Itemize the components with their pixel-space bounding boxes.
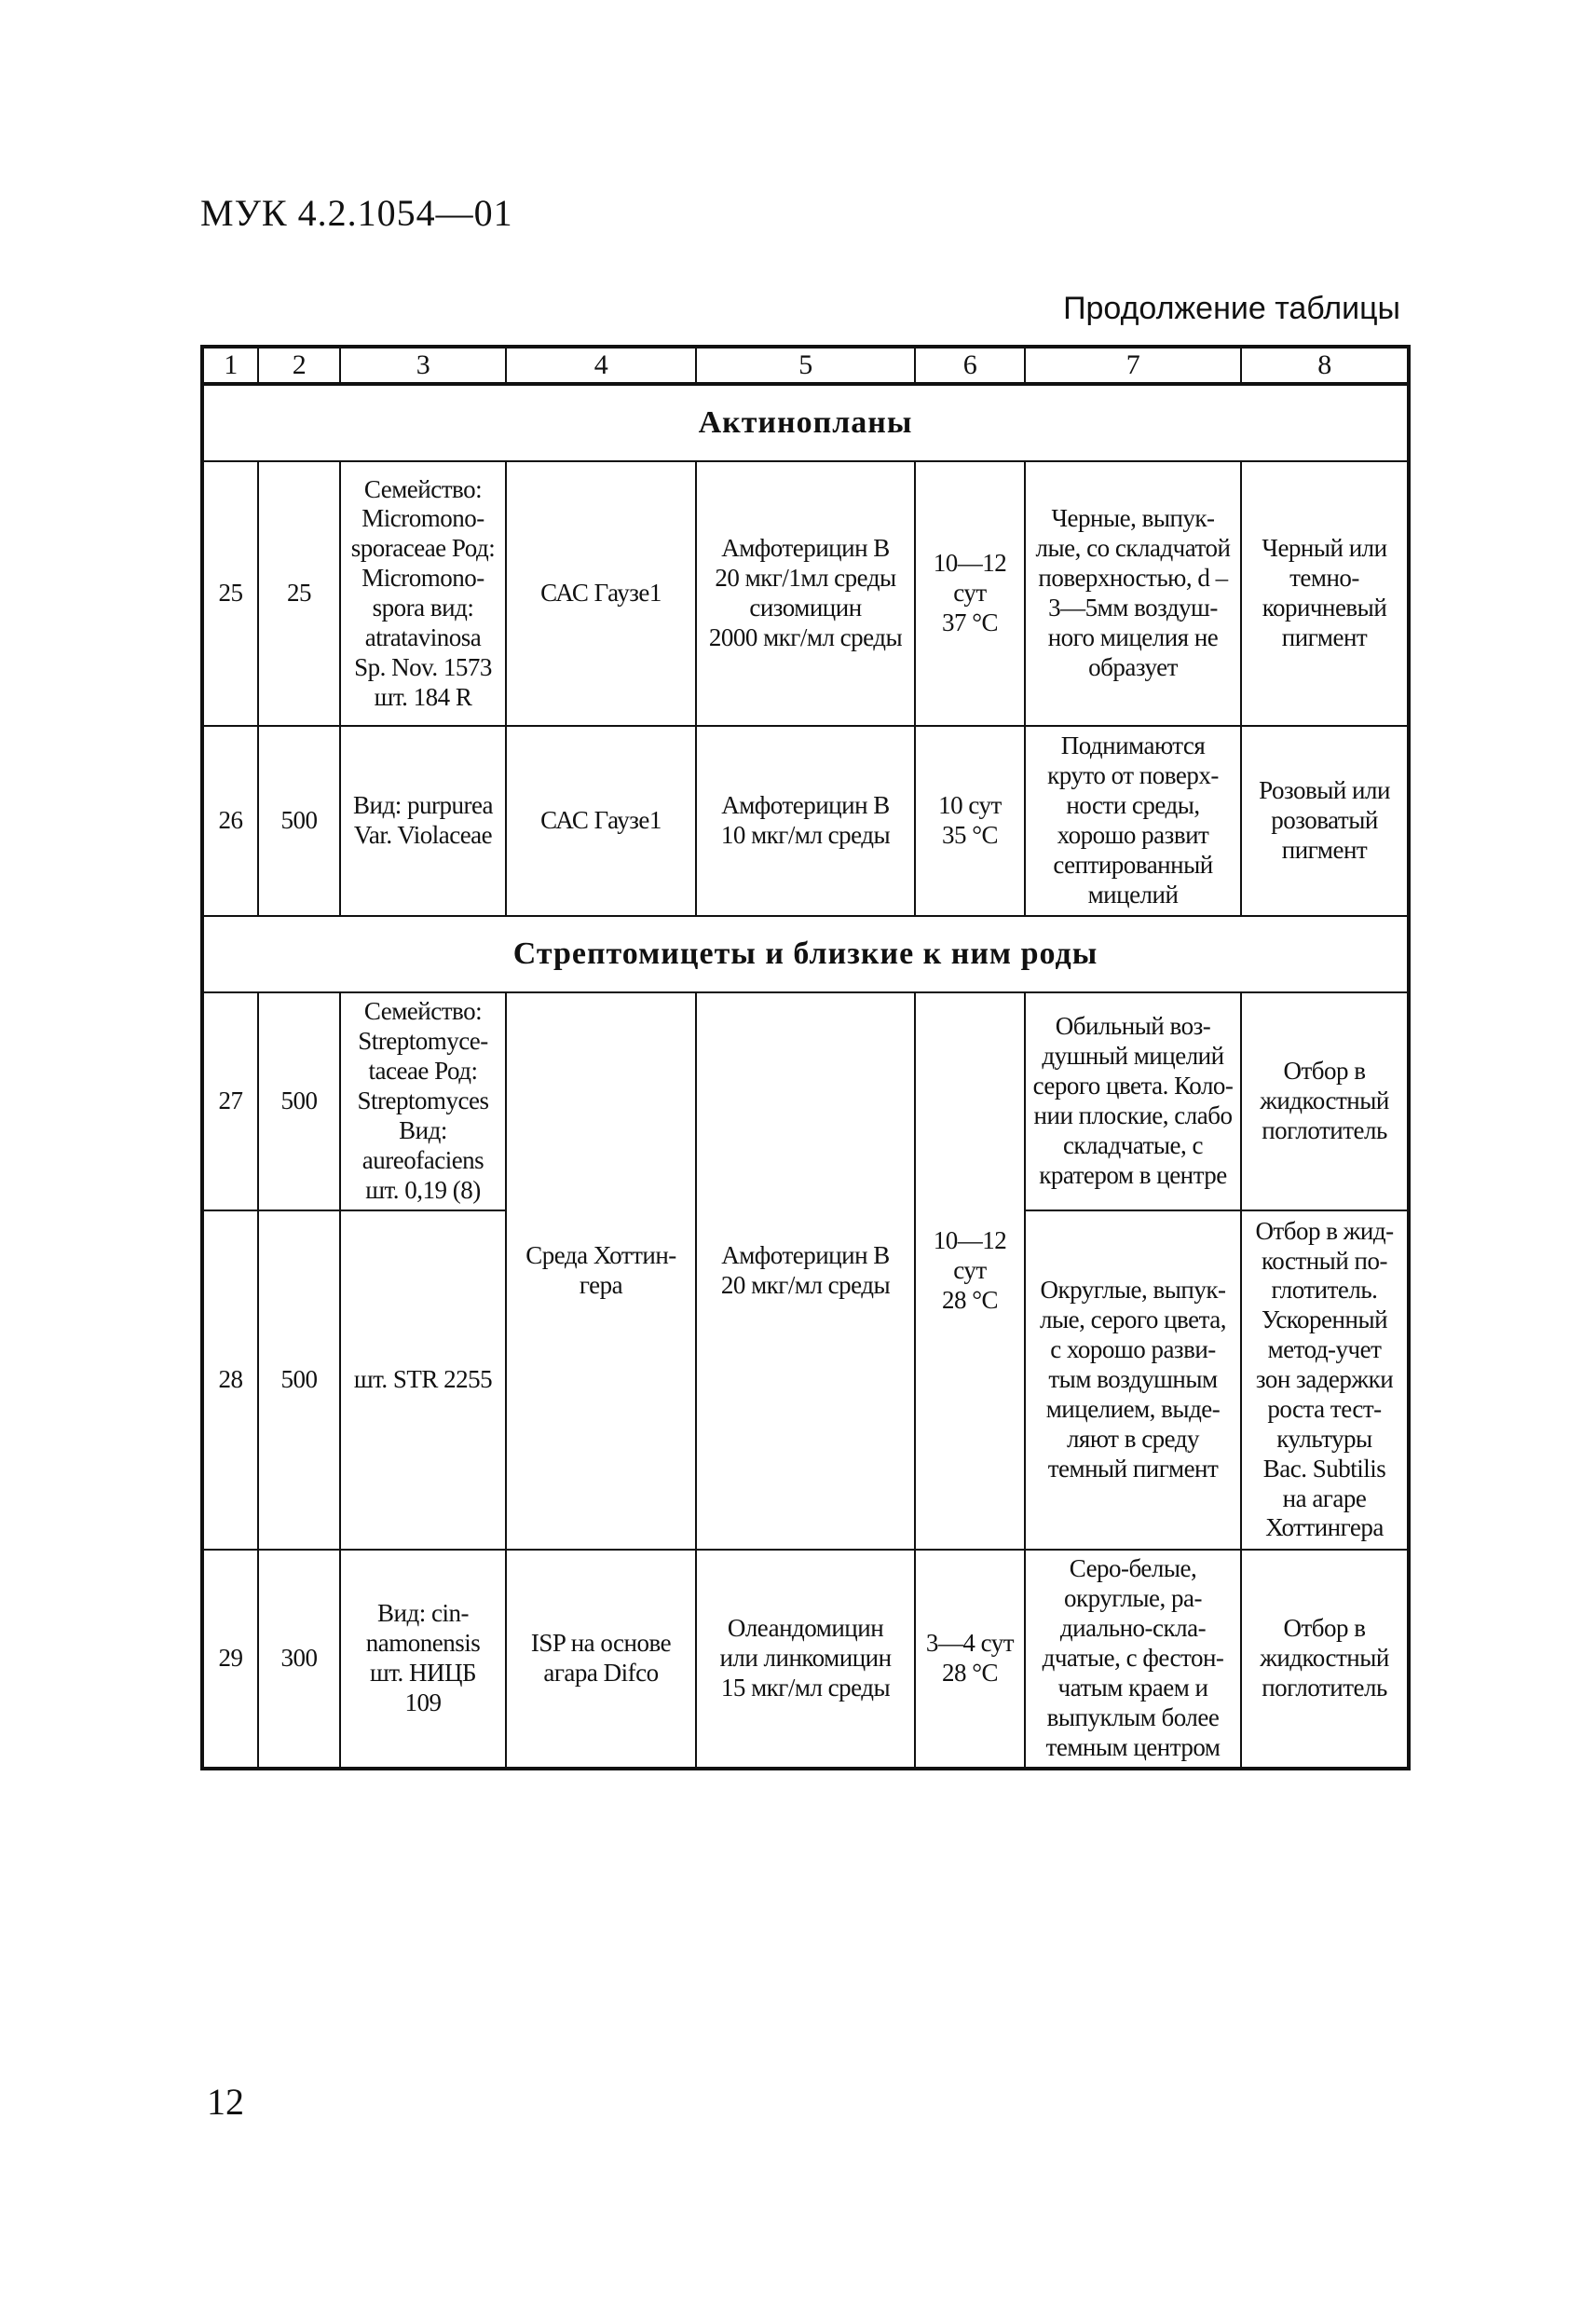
cell-organism: шт. STR 2255: [340, 1210, 506, 1550]
cell-organism: Вид: purpurea Var. Violaceae: [340, 726, 506, 916]
column-number: 7: [1025, 347, 1241, 384]
column-number: 3: [340, 347, 506, 384]
table-continuation-label: Продолжение таблицы: [1063, 291, 1400, 326]
cell-antibiotic: Амфотерицин В 10 мкг/мл среды: [696, 726, 915, 916]
row-number: 28: [202, 1210, 258, 1550]
cell-value: 300: [258, 1550, 340, 1769]
cell-incubation: 3—4 сут 28 °С: [915, 1550, 1025, 1769]
cell-medium: САС Гаузе1: [506, 461, 696, 726]
cell-note: Черный или темно- коричневый пигмент: [1241, 461, 1409, 726]
cell-value: 500: [258, 992, 340, 1210]
row-number: 25: [202, 461, 258, 726]
document-code: МУК 4.2.1054—01: [200, 192, 513, 234]
cell-note: Розовый или розоватый пигмент: [1241, 726, 1409, 916]
cell-description: Черные, выпук- лые, со складчатой поверхностью, d – 3—5мм воздуш- ного мицелия не образует: [1025, 461, 1241, 726]
row-number: 27: [202, 992, 258, 1210]
cell-antibiotic: Олеандомицин или линкомицин 15 мкг/мл среды: [696, 1550, 915, 1769]
column-number: 8: [1241, 347, 1409, 384]
cell-value: 500: [258, 1210, 340, 1550]
cell-description: Округлые, выпук- лые, серого цвета, с хорошо разви- тым воздушным мицелием, выде- ляют в среду темный пигмент: [1025, 1210, 1241, 1550]
cell-incubation: 10—12 сут 28 °С: [915, 992, 1025, 1550]
cell-antibiotic: Амфотерицин В 20 мкг/мл среды: [696, 992, 915, 1550]
section-row: [202, 916, 1409, 992]
cell-medium: САС Гаузе1: [506, 726, 696, 916]
cell-incubation: 10 сут 35 °С: [915, 726, 1025, 916]
row-number: 26: [202, 726, 258, 916]
section-title: Стрептомицеты и близкие к ним роды: [202, 916, 1409, 992]
data-table: [200, 345, 1411, 1770]
cell-description: Поднимаются круто от поверх- ности среды, хорошо развит септированный мицелий: [1025, 726, 1241, 916]
cell-antibiotic: Амфотерицин В 20 мкг/1мл среды сизомицин 2000 мкг/мл среды: [696, 461, 915, 726]
column-number: 5: [696, 347, 915, 384]
column-number: 2: [258, 347, 340, 384]
table-row: [202, 461, 1409, 726]
cell-organism: Вид: cin- namonensis шт. НИЦБ 109: [340, 1550, 506, 1769]
cell-value: 25: [258, 461, 340, 726]
page-number: 12: [207, 2081, 244, 2123]
section-row: [202, 384, 1409, 461]
cell-description: Серо-белые, округлые, ра- диально-скла- дчатые, с фестон- чатым краем и выпуклым более темным центром: [1025, 1550, 1241, 1769]
row-number: 29: [202, 1550, 258, 1769]
table-row: [202, 1550, 1409, 1769]
cell-medium: Среда Хоттин- гера: [506, 992, 696, 1550]
column-number-row: [202, 347, 1409, 384]
column-number: 6: [915, 347, 1025, 384]
cell-value: 500: [258, 726, 340, 916]
cell-note: Отбор в жидкостный поглотитель: [1241, 992, 1409, 1210]
table-row: [202, 992, 1409, 1210]
cell-incubation: 10—12 сут 37 °С: [915, 461, 1025, 726]
cell-organism: Семейство: Streptomyce- taceae Род: Streptomyces Вид: aureofaciens шт. 0,19 (8): [340, 992, 506, 1210]
table-row: [202, 726, 1409, 916]
cell-note: Отбор в жид- костный по- глотитель. Ускоренный метод-учет зон задержки роста тест- культуры Bac. Subtilis на агаре Хоттингера: [1241, 1210, 1409, 1550]
cell-note: Отбор в жидкостный поглотитель: [1241, 1550, 1409, 1769]
cell-organism: Семейство: Micromono- sporaceae Род: Micromono- spora вид: atratavinosa Sp. Nov. 1573 шт. 184 R: [340, 461, 506, 726]
column-number: 1: [202, 347, 258, 384]
column-number: 4: [506, 347, 696, 384]
cell-description: Обильный воз- душный мицелий серого цвета. Коло- нии плоские, слабо складчатые, с кратером в центре: [1025, 992, 1241, 1210]
section-title: Актинопланы: [202, 384, 1409, 461]
cell-medium: ISP на основе агара Difco: [506, 1550, 696, 1769]
